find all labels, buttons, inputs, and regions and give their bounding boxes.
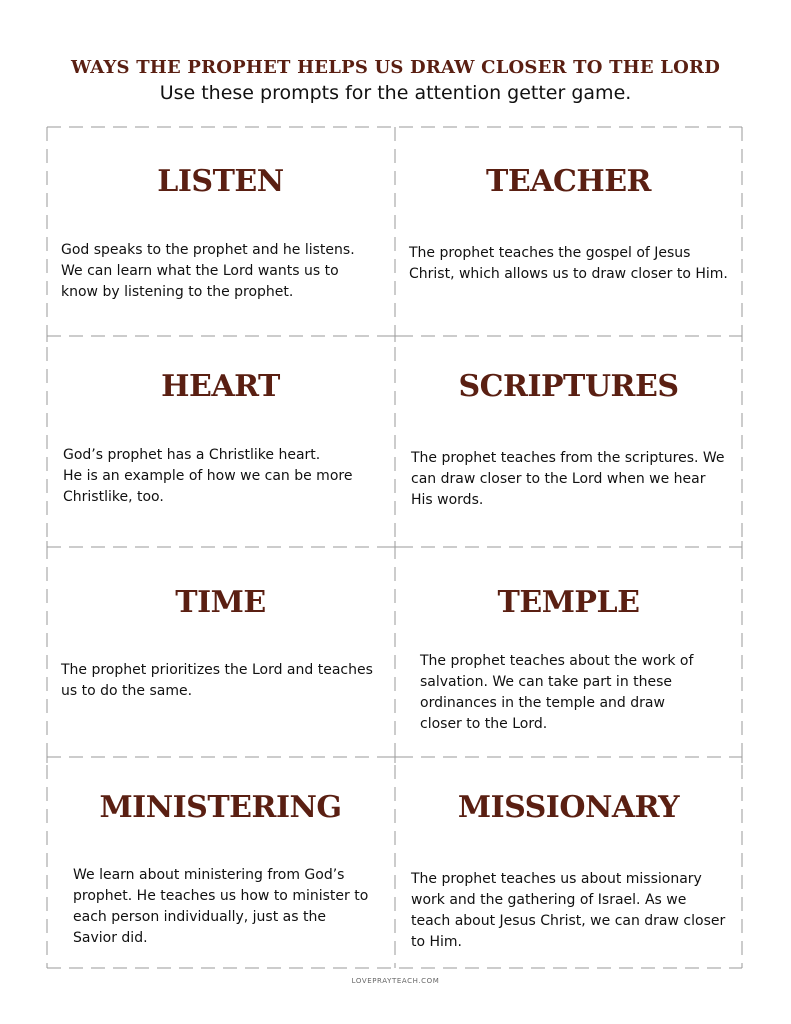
card-title: TEMPLE — [497, 585, 640, 620]
card-teacher — [395, 127, 742, 336]
card-missionary — [395, 757, 742, 966]
page-subtitle: Use these prompts for the attention getter game. — [159, 82, 632, 104]
card-temple — [395, 547, 742, 756]
card-scriptures — [395, 336, 742, 545]
card-description: We learn about ministering from God’s prophet. He teaches us how to minister to each person individually, just as the Savior did. — [73, 867, 369, 946]
card-listen — [47, 127, 394, 336]
card-description: The prophet teaches about the work of salvation. We can take part in these ordinances in the temple and draw closer to the Lord. — [420, 653, 694, 732]
card-heart — [47, 336, 394, 545]
card-description: God’s prophet has a Christlike heart. He is an example of how we can be more Christlike, too. — [63, 447, 353, 505]
card-title: LISTEN — [157, 164, 284, 199]
card-description: The prophet teaches from the scriptures. We can draw closer to the Lord when we hear His words. — [411, 450, 725, 508]
card-title: TEACHER — [486, 164, 651, 199]
footer-website: LOVEPRAYTEACH.COM — [351, 977, 440, 985]
card-time — [47, 547, 394, 756]
card-description: The prophet prioritizes the Lord and teaches us to do the same. — [61, 662, 373, 699]
page-title: WAYS THE PROPHET HELPS US DRAW CLOSER TO THE LORD — [70, 57, 721, 78]
card-title: SCRIPTURES — [458, 369, 679, 404]
card-title: HEART — [161, 369, 280, 404]
card-description: The prophet teaches us about missionary work and the gathering of Israel. As we teach about Jesus Christ, we can draw closer to Him. — [411, 871, 726, 950]
card-title: MINISTERING — [99, 790, 342, 825]
card-title: MISSIONARY — [457, 790, 680, 825]
card-description: The prophet teaches the gospel of Jesus Christ, which allows us to draw closer to Him. — [409, 245, 728, 282]
card-ministering — [47, 757, 394, 966]
card-description: God speaks to the prophet and he listens. We can learn what the Lord wants us to know by listening to the prophet. — [61, 242, 355, 300]
card-title: TIME — [175, 585, 266, 620]
